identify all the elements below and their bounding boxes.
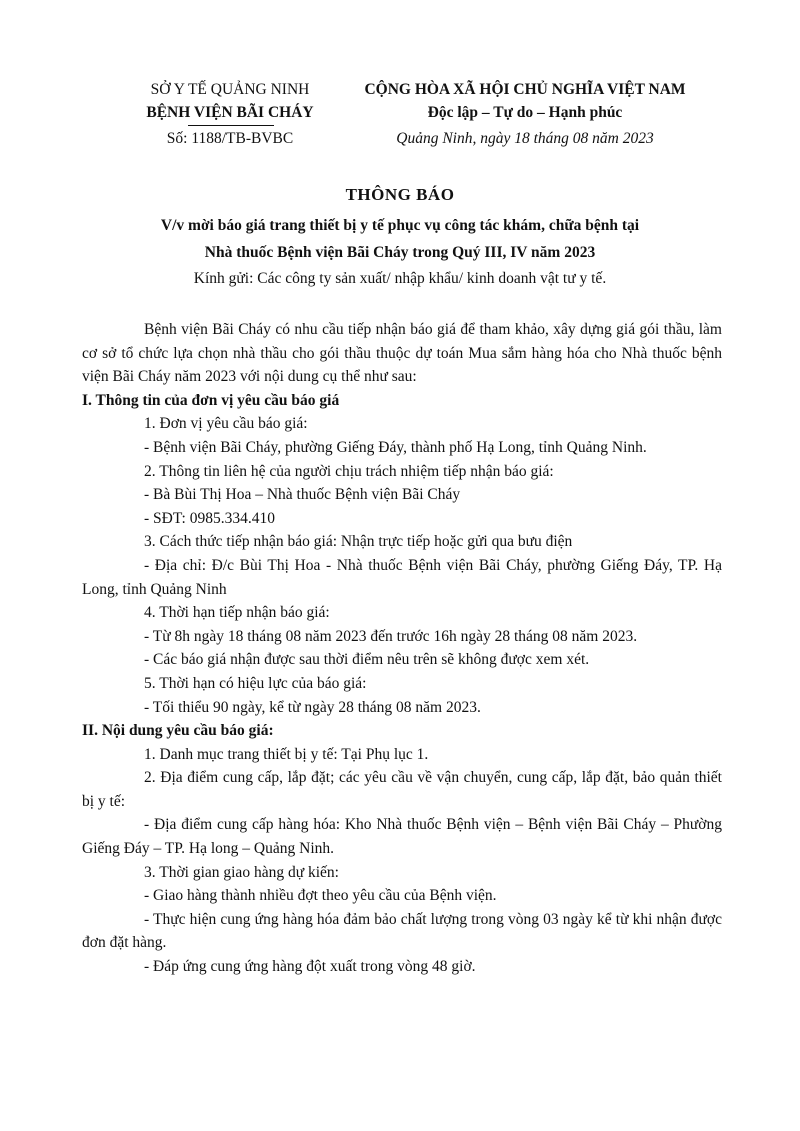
notice-body: [82, 318, 722, 979]
notice-subject: [80, 212, 720, 266]
item-1-4: 4. Thời hạn tiếp nhận báo giá:: [144, 604, 330, 622]
item-1-1: 1. Đơn vị yêu cầu báo giá:: [144, 415, 308, 433]
item-2-2: 2. Địa điểm cung cấp, lắp đặt; các yêu cầu về vận chuyển, cung cấp, lắp đặt, bảo quản thiết bị y tế:: [82, 769, 722, 810]
item-2-3-supply: - Thực hiện cung ứng hàng hóa đảm bảo chất lượng trong vòng 03 ngày kể từ khi nhận được đơn đặt hàng.: [82, 910, 722, 952]
item-2-3: 3. Thời gian giao hàng dự kiến:: [144, 863, 339, 881]
item-1-3: 3. Cách thức tiếp nhận báo giá: Nhận trực tiếp hoặc gửi qua bưu điện: [144, 533, 573, 551]
item-1-5: 5. Thời hạn có hiệu lực của báo giá:: [144, 674, 367, 692]
item-1-4-note: - Các báo giá nhận được sau thời điểm nêu trên sẽ không được xem xét.: [144, 651, 590, 669]
national-motto: Độc lập – Tự do – Hạnh phúc: [428, 101, 623, 124]
item-1-4-period: - Từ 8h ngày 18 tháng 08 năm 2023 đến trước 16h ngày 28 tháng 08 năm 2023.: [144, 627, 638, 645]
item-1-3-address: - Địa chỉ: Đ/c Bùi Thị Hoa - Nhà thuốc Bệnh viện Bãi Cháy, phường Giếng Đáy, TP. Hạ Long, tỉnh Quảng Ninh: [82, 556, 722, 598]
item-1-2-contact: - Bà Bùi Thị Hoa – Nhà thuốc Bệnh viện Bãi Cháy: [144, 486, 461, 504]
document-number: Số: 1188/TB-BVBC: [166, 130, 294, 147]
item-1-2: 2. Thông tin liên hệ của người chịu trách nhiệm tiếp nhận báo giá:: [144, 462, 554, 480]
item-2-3-batches: - Giao hàng thành nhiều đợt theo yêu cầu của Bệnh viện.: [144, 887, 497, 905]
section-2-heading: II. Nội dung yêu cầu báo giá:: [82, 722, 274, 740]
national-header: [345, 78, 705, 150]
recipient-line: Kính gửi: Các công ty sản xuất/ nhập khẩu/ kinh doanh vật tư y tế.: [193, 270, 607, 287]
section-1-heading: I. Thông tin của đơn vị yêu cầu báo giá: [82, 391, 340, 409]
issuer-block: [100, 78, 360, 150]
country-name: CỘNG HÒA XÃ HỘI CHỦ NGHĨA VIỆT NAM: [364, 81, 686, 98]
notice-title: THÔNG BÁO: [345, 185, 455, 204]
item-2-1: 1. Danh mục trang thiết bị y tế: Tại Phụ lục 1.: [144, 745, 429, 763]
item-2-3-urgent: - Đáp ứng cung ứng hàng đột xuất trong vòng 48 giờ.: [144, 958, 476, 976]
hospital-name: BỆNH VIỆN BÃI CHÁY: [146, 101, 313, 124]
item-2-2-location: - Địa điểm cung cấp hàng hóa: Kho Nhà thuốc Bệnh viện – Bệnh viện Bãi Cháy – Phường Giếng Đáy – TP. Hạ long – Quảng Ninh.: [82, 816, 722, 858]
item-1-1-detail: - Bệnh viện Bãi Cháy, phường Giếng Đáy, thành phố Hạ Long, tỉnh Quảng Ninh.: [144, 438, 647, 456]
department-name: SỞ Y TẾ QUẢNG NINH: [150, 81, 310, 98]
item-1-5-validity: - Tối thiểu 90 ngày, kể từ ngày 28 tháng 08 năm 2023.: [144, 698, 481, 716]
intro-paragraph: Bệnh viện Bãi Cháy có nhu cầu tiếp nhận báo giá để tham khảo, xây dựng giá gói thầu, làm cơ sở tổ chức lựa chọn nhà thầu cho gói thầu thuộc dự toán Mua sắm hàng hóa cho Nhà thuốc bệnh viện Bãi Cháy năm 2023 với nội dung cụ thể như sau:: [82, 321, 722, 386]
subject-line-1: V/v mời báo giá trang thiết bị y tế phục vụ công tác khám, chữa bệnh tại: [160, 217, 640, 234]
place-date: Quảng Ninh, ngày 18 tháng 08 năm 2023: [396, 130, 654, 147]
notice-title-block: [80, 182, 720, 292]
item-1-2-phone: - SĐT: 0985.334.410: [144, 509, 275, 527]
subject-line-2: Nhà thuốc Bệnh viện Bãi Cháy trong Quý III, IV năm 2023: [204, 244, 596, 261]
